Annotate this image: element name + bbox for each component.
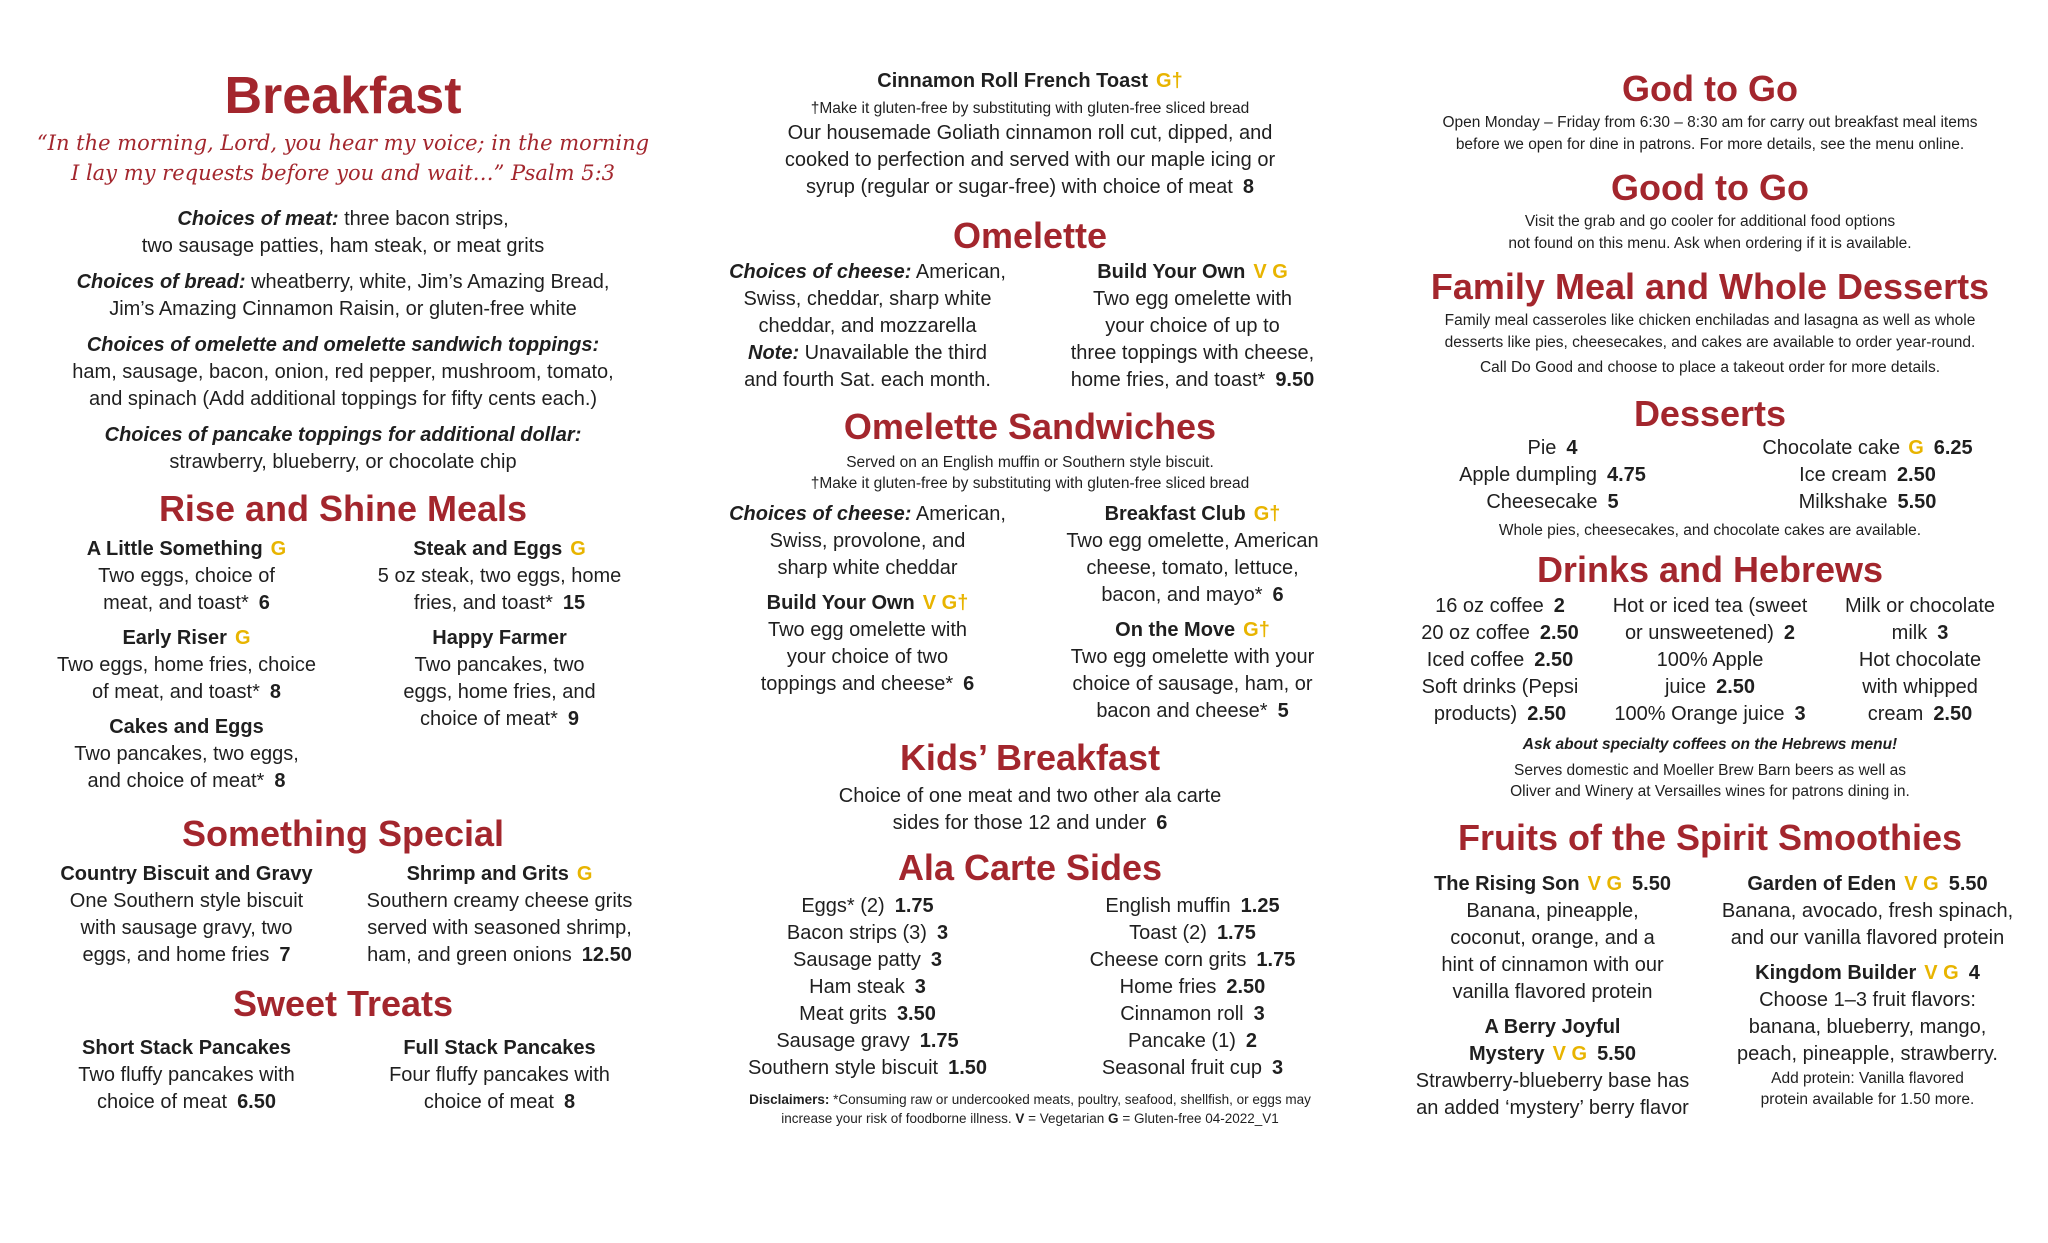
- kids-title: Kids’ Breakfast: [899, 736, 1161, 778]
- list-item: products) 2.50: [1433, 703, 1567, 725]
- list-item: Cheese corn grits 1.75: [1089, 948, 1296, 971]
- menu-item-kingdom-builder: Kingdom Builder V G 4 Choose 1–3 fruit flavors: banana, blueberry, mango, peach, pineapple, strawberry. Add protein: Vanilla flavored protein available for 1.50 more.: [1737, 961, 1998, 1108]
- family-text: Family meal casseroles like chicken enchiladas and lasagna as well as whole desserts like pies, cheesecakes, and cakes are available to order year-round. Call Do Good and choose to place a takeout order for more details.: [1444, 312, 1976, 376]
- list-item: Apple dumpling 4.75: [1459, 463, 1646, 486]
- desserts-right: [1710, 435, 2025, 516]
- list-item: Hot or iced tea (sweet: [1612, 595, 1808, 617]
- list-item: Home fries 2.50: [1119, 975, 1266, 998]
- rise-items: [30, 536, 656, 803]
- good-to-go-title: Good to Go: [1611, 167, 1809, 208]
- sides-title: Ala Carte Sides: [897, 846, 1163, 888]
- special-items: [30, 861, 656, 977]
- menu-item-happy-farmer: Happy Farmer Two pancakes, two eggs, home fries, and choice of meat* 9: [403, 627, 596, 730]
- omelette-items: [705, 259, 1355, 394]
- desserts-note: Whole pies, cheesecakes, and chocolate cakes are available.: [1498, 521, 1922, 539]
- sides-right: [1030, 893, 1355, 1082]
- middle-column: [705, 0, 1355, 1128]
- sweet-title: Sweet Treats: [232, 983, 454, 1024]
- desserts-left: [1395, 435, 1710, 516]
- god-to-go-title: God to Go: [1622, 68, 1798, 109]
- menu-item-garden-of-eden: Garden of Eden V G 5.50 Banana, avocado, fresh spinach, and our vanilla flavored protein: [1721, 872, 2014, 949]
- list-item: Pie 4: [1527, 436, 1578, 459]
- list-item: Chocolate cake G 6.25: [1762, 436, 1973, 459]
- drinks-col-2: [1605, 593, 1815, 728]
- family-title: Family Meal and Whole Desserts: [1430, 266, 1990, 307]
- menu-item-sandwich-byo: Build Your Own V G† Two egg omelette with your choice of two toppings and cheese* 6: [760, 591, 975, 695]
- list-item: cream 2.50: [1867, 703, 1973, 725]
- breakfast-title: Breakfast: [224, 67, 462, 125]
- bread-choices: Choices of bread: wheatberry, white, Jim’s Amazing Bread, Jim’s Amazing Cinnamon Raisin, or gluten-free white: [76, 271, 610, 320]
- omelette-title: Omelette: [952, 214, 1108, 256]
- menu-item-full-stack: Full Stack Pancakes Four fluffy pancakes with choice of meat 8: [389, 1037, 610, 1113]
- specialty-coffee-note: Ask about specialty coffees on the Hebrews menu!: [1522, 736, 1898, 753]
- menu-item-breakfast-club: Breakfast Club G† Two egg omelette, American cheese, tomato, lettuce, bacon, and mayo* 6: [1066, 502, 1319, 606]
- smoothies-left: [1395, 871, 1710, 1130]
- topping-choices: Choices of omelette and omelette sandwich toppings: ham, sausage, bacon, onion, red pepper, mushroom, tomato, and spinach (Add additional toppings for fifty cents each.): [72, 334, 614, 410]
- disclaimer: Disclaimers: *Consuming raw or undercooked meats, poultry, seafood, shellfish, or eggs may increase your risk of foodborne illness. V = Vegetarian G = Gluten-free 04-2022_V1: [749, 1091, 1311, 1126]
- menu-item-biscuit-gravy: Country Biscuit and Gravy One Southern style biscuit with sausage gravy, two eggs, and home fries 7: [60, 863, 313, 966]
- smoothies-right: [1710, 871, 2025, 1130]
- list-item: Bacon strips (3) 3: [786, 921, 949, 944]
- god-to-go-text: Open Monday – Friday from 6:30 – 8:30 am for carry out breakfast meal items before we open for dine in patrons. For more details, see the menu online.: [1442, 114, 1978, 153]
- sides-left: [705, 893, 1030, 1082]
- meat-choices: Choices of meat: three bacon strips, two sausage patties, ham steak, or meat grits: [141, 208, 545, 257]
- beer-wine-note: Serves domestic and Moeller Brew Barn beers as well as Oliver and Winery at Versailles wines for patrons dining in.: [1510, 761, 1910, 800]
- list-item: Pancake (1) 2: [1128, 1029, 1257, 1052]
- omelette-cheese-info: Choices of cheese: American, Swiss, cheddar, sharp white cheddar, and mozzarella Note: Unavailable the third and fourth Sat. each month.: [729, 260, 1006, 391]
- list-item: 100% Orange juice 3: [1614, 703, 1806, 725]
- list-item: Ice cream 2.50: [1799, 463, 1936, 486]
- sandwich-cheese-info: Choices of cheese: American, Swiss, provolone, and sharp white cheddar: [729, 502, 1006, 579]
- sides-list: [705, 893, 1355, 1082]
- menu-item-cakes-and-eggs: Cakes and Eggs Two pancakes, two eggs, and choice of meat* 8: [74, 716, 299, 792]
- menu-item-rising-son: The Rising Son V G 5.50 Banana, pineapple, coconut, orange, and a hint of cinnamon with our vanilla flavored protein: [1434, 872, 1671, 1003]
- menu-item-steak-and-eggs: Steak and Eggs G 5 oz steak, two eggs, home fries, and toast* 15: [377, 538, 622, 614]
- drinks-col-3: [1815, 593, 2025, 728]
- right-column: [1395, 0, 2025, 1130]
- menu-item-shrimp-grits: Shrimp and Grits G Southern creamy cheese grits served with seasoned shrimp, ham, and green onions 12.50: [366, 863, 633, 966]
- list-item: Cheesecake 5: [1486, 490, 1619, 513]
- menu-item-on-the-move: On the Move G† Two egg omelette with your choice of sausage, ham, or bacon and cheese* 5: [1070, 618, 1315, 722]
- list-item: Sausage gravy 1.75: [776, 1029, 959, 1052]
- sweet-items: [30, 1035, 656, 1124]
- sandwich-items: [705, 501, 1355, 733]
- list-item: Eggs* (2) 1.75: [801, 894, 934, 917]
- rise-title: Rise and Shine Meals: [158, 488, 528, 529]
- list-item: Soft drinks (Pepsi: [1421, 676, 1579, 698]
- good-to-go-text: Visit the grab and go cooler for additional food options not found on this menu. Ask when ordering if it is available.: [1508, 213, 1912, 252]
- list-item: Ham steak 3: [809, 975, 926, 998]
- rise-right: [343, 536, 656, 803]
- list-item: juice 2.50: [1664, 676, 1756, 698]
- list-item: Hot chocolate: [1858, 649, 1982, 671]
- list-item: 16 oz coffee 2: [1435, 595, 1565, 617]
- drinks-title: Drinks and Hebrews: [1536, 549, 1884, 590]
- pancake-topping-choices: Choices of pancake toppings for additional dollar: strawberry, blueberry, or chocolate chip: [104, 424, 582, 473]
- sandwiches-left: [705, 501, 1030, 733]
- list-item: Milkshake 5.50: [1798, 490, 1937, 513]
- sandwiches-title: Omelette Sandwiches: [843, 405, 1217, 447]
- list-item: milk 3: [1891, 622, 1949, 644]
- psalm-quote: “In the morning, Lord, you hear my voice; in the morning I lay my requests before you and wait…” Psalm 5:3: [36, 131, 650, 185]
- sandwiches-right: [1030, 501, 1355, 733]
- menu-item-little-something: A Little Something G Two eggs, choice of meat, and toast* 6: [86, 538, 287, 614]
- list-item: Milk or chocolate: [1844, 595, 1996, 617]
- smoothies-list: [1395, 871, 2025, 1130]
- smoothies-title: Fruits of the Spirit Smoothies: [1457, 816, 1963, 858]
- list-item: Seasonal fruit cup 3: [1101, 1056, 1284, 1079]
- list-item: 100% Apple: [1656, 649, 1764, 671]
- list-item: Toast (2) 1.75: [1129, 921, 1256, 944]
- list-item: Iced coffee 2.50: [1426, 649, 1574, 671]
- list-item: Cinnamon roll 3: [1120, 1002, 1265, 1025]
- list-item: Sausage patty 3: [793, 948, 942, 971]
- drinks-list: [1395, 593, 2025, 728]
- list-item: English muffin 1.25: [1105, 894, 1280, 917]
- sandwiches-notes: Served on an English muffin or Southern style biscuit. †Make it gluten-free by substituting with gluten-free sliced bread: [810, 453, 1250, 492]
- list-item: with whipped: [1862, 676, 1978, 698]
- menu-item-short-stack: Short Stack Pancakes Two fluffy pancakes with choice of meat 6.50: [78, 1037, 295, 1113]
- menu-item-omelette-byo: Build Your Own V G Two egg omelette with your choice of up to three toppings with cheese, home fries, and toast* 9.50: [1070, 260, 1315, 391]
- desserts-title: Desserts: [1633, 392, 1787, 434]
- list-item: or unsweetened) 2: [1624, 622, 1796, 644]
- drinks-col-1: [1395, 593, 1605, 728]
- special-title: Something Special: [181, 813, 505, 854]
- menu-item-french-toast: Cinnamon Roll French Toast G† †Make it gluten-free by substituting with gluten-free sliced bread Our housemade Goliath cinnamon roll cut, dipped, and cooked to perfection and served with our maple icing or syrup (regular or sugar-free) with choice of meat 8: [784, 70, 1276, 198]
- list-item: Meat grits 3.50: [799, 1002, 936, 1025]
- rise-left: [30, 536, 343, 803]
- left-column: [30, 0, 656, 1124]
- menu-item-berry-joyful: A Berry Joyful Mystery V G 5.50 Strawberry-blueberry base has an added ‘mystery’ berry flavor: [1415, 1015, 1690, 1119]
- list-item: Southern style biscuit 1.50: [747, 1056, 988, 1079]
- list-item: 20 oz coffee 2.50: [1421, 622, 1579, 644]
- menu-item-early-riser: Early Riser G Two eggs, home fries, choice of meat, and toast* 8: [56, 627, 316, 703]
- kids-description: Choice of one meat and two other ala carte sides for those 12 and under 6: [838, 784, 1222, 834]
- desserts-list: [1395, 435, 2025, 516]
